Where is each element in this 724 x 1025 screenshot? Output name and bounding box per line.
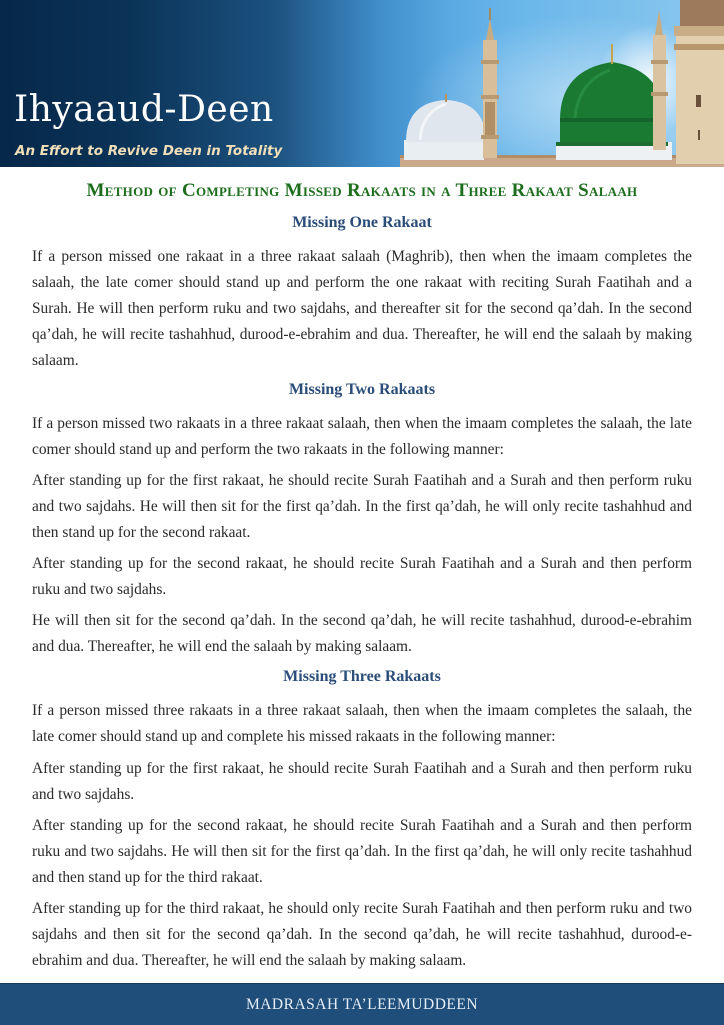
paragraph: After standing up for the third rakaat, he should only recite Surah Faatihah and then perform ruku and two sajdahs and then sit for the second qa’dah. In the second qa’dah, he will recite tashahhud, durood-e-ebrahim and dua. Thereafter, he will end the salaah by making salaam.	[32, 900, 692, 969]
document-title: Method of Completing Missed Rakaats in a Three Rakaat Salaah	[86, 180, 638, 201]
paragraph: If a person missed two rakaats in a three rakaat salaah, then when the imaam completes the salaah, the late comer should stand up and perform the two rakaats in the following manner:	[32, 415, 692, 458]
paragraph: After standing up for the first rakaat, he should recite Surah Faatihah and a Surah and then perform ruku and two sajdahs.	[32, 760, 692, 803]
paragraph: After standing up for the second rakaat, he should recite Surah Faatihah and a Surah and then perform ruku and two sajdahs.	[32, 555, 692, 598]
paragraph: If a person missed three rakaats in a three rakaat salaah, then when the imaam completes the salaah, the late comer should stand up and complete his missed rakaats in the following manner:	[32, 702, 692, 745]
brand-subtitle: An Effort to Revive Deen in Totality	[15, 143, 283, 159]
paragraph: If a person missed one rakaat in a three rakaat salaah (Maghrib), then when the imaam completes the salaah, the late comer should stand up and perform the one rakaat with reciting Surah Faatihah and a Surah. He will then perform ruku and two sajdahs, and thereafter sit for the second qa’dah. In the second qa’dah, he will recite tashahhud, durood-e-ebrahim and dua. Thereafter, he will end the salaah by making salaam.	[32, 248, 692, 369]
section-heading-three-rakaats: Missing Three Rakaats	[283, 668, 441, 685]
paragraph: After standing up for the second rakaat, he should recite Surah Faatihah and a Surah and then perform ruku and two sajdahs. He will then sit for the first qa’dah. In the first qa’dah, he will only recite tashahhud and then stand up for the third rakaat.	[32, 817, 692, 886]
paragraph: He will then sit for the second qa’dah. In the second qa’dah, he will recite tashahhud, durood-e-ebrahim and dua. Thereafter, he will end the salaah by making salaam.	[32, 612, 692, 655]
header-banner	[0, 0, 724, 167]
brand-title: Ihyaaud-Deen	[14, 89, 274, 130]
paragraph: After standing up for the first rakaat, he should recite Surah Faatihah and a Surah and then perform ruku and two sajdahs. He will then sit for the first qa’dah. In the first qa’dah, he will only recite tashahhud and then stand up for the second rakaat.	[32, 472, 692, 541]
footer-bar	[0, 983, 724, 1025]
mosque-illustration	[0, 0, 724, 167]
footer-label: MADRASAH TA’LEEMUDDEEN	[245, 995, 479, 1013]
section-heading-one-rakaat: Missing One Rakaat	[292, 214, 432, 231]
section-heading-two-rakaats: Missing Two Rakaats	[288, 381, 436, 398]
